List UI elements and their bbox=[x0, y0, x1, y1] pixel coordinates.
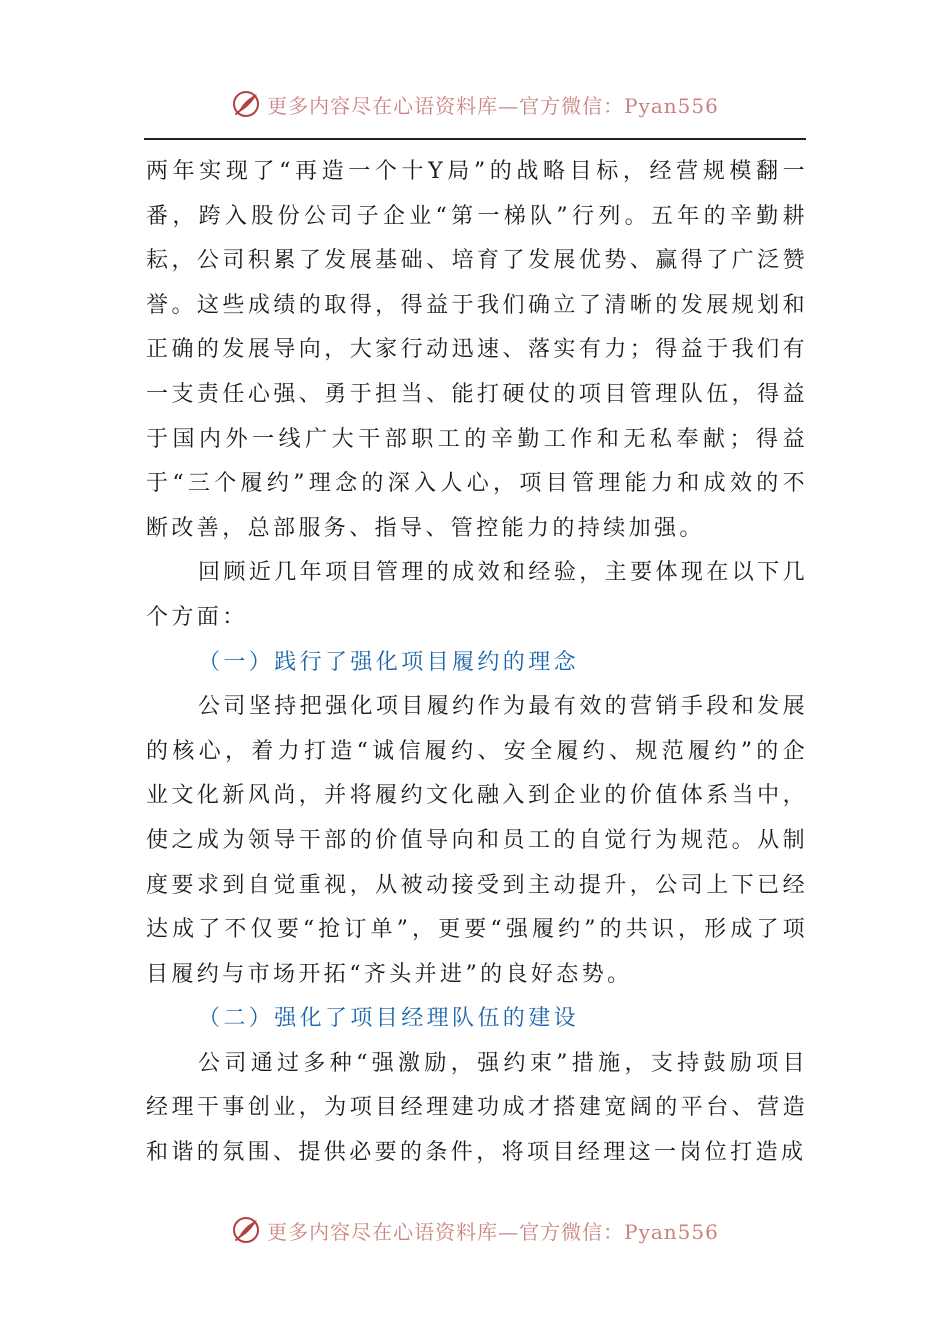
paragraph-section-1: 公司坚持把强化项目履约作为最有效的营销手段和发展的核心，着力打造“诚信履约、安全履约、规范履约”的企业文化新风尚，并将履约文化融入到企业的价值体系当中，使之成为领导干部的价值导向和员工的自觉行为规范。从制度要求到自觉重视，从被动接受到主动提升，公司上下已经达成了不仅要“抢订单”，更要“强履约”的共识，形成了项目履约与市场开拓“齐头并进”的良好态势。 bbox=[146, 694, 808, 987]
feather-pen-logo-icon bbox=[231, 89, 261, 119]
feather-pen-logo-icon bbox=[231, 1215, 261, 1245]
header-divider bbox=[144, 138, 806, 140]
paragraph-section-2: 公司通过多种“强激励，强约束”措施，支持鼓励项目经理干事创业，为项目经理建功成才搭建宽阔的平台、营造和谐的氛围、提供必要的条件，将项目经理这一岗位打造成 bbox=[146, 1050, 808, 1166]
footer-banner-text: 更多内容尽在心语资料库—官方微信：Pyan556 bbox=[267, 1219, 719, 1244]
header-banner bbox=[0, 84, 950, 124]
section-heading-1: （一）践行了强化项目履约的理念 bbox=[198, 649, 580, 675]
paragraph-review-intro: 回顾近几年项目管理的成效和经验，主要体现在以下几个方面： bbox=[146, 560, 808, 630]
section-heading-2: （二）强化了项目经理队伍的建设 bbox=[198, 1006, 580, 1032]
footer-banner bbox=[0, 1210, 950, 1250]
document-body bbox=[146, 150, 808, 1176]
paragraph-continuation: 两年实现了“再造一个十Y局”的战略目标，经营规模翻一番，跨入股份公司子企业“第一梯队”行列。五年的辛勤耕耘，公司积累了发展基础、培育了发展优势、赢得了广泛赞誉。这些成绩的取得，得益于我们确立了清晰的发展规划和正确的发展导向，大家行动迅速、落实有力；得益于我们有一支责任心强、勇于担当、能打硬仗的项目管理队伍，得益于国内外一线广大干部职工的辛勤工作和无私奉献；得益于“三个履约”理念的深入人心，项目管理能力和成效的不断改善，总部服务、指导、管控能力的持续加强。 bbox=[146, 159, 808, 541]
header-banner-text: 更多内容尽在心语资料库—官方微信：Pyan556 bbox=[267, 93, 719, 118]
